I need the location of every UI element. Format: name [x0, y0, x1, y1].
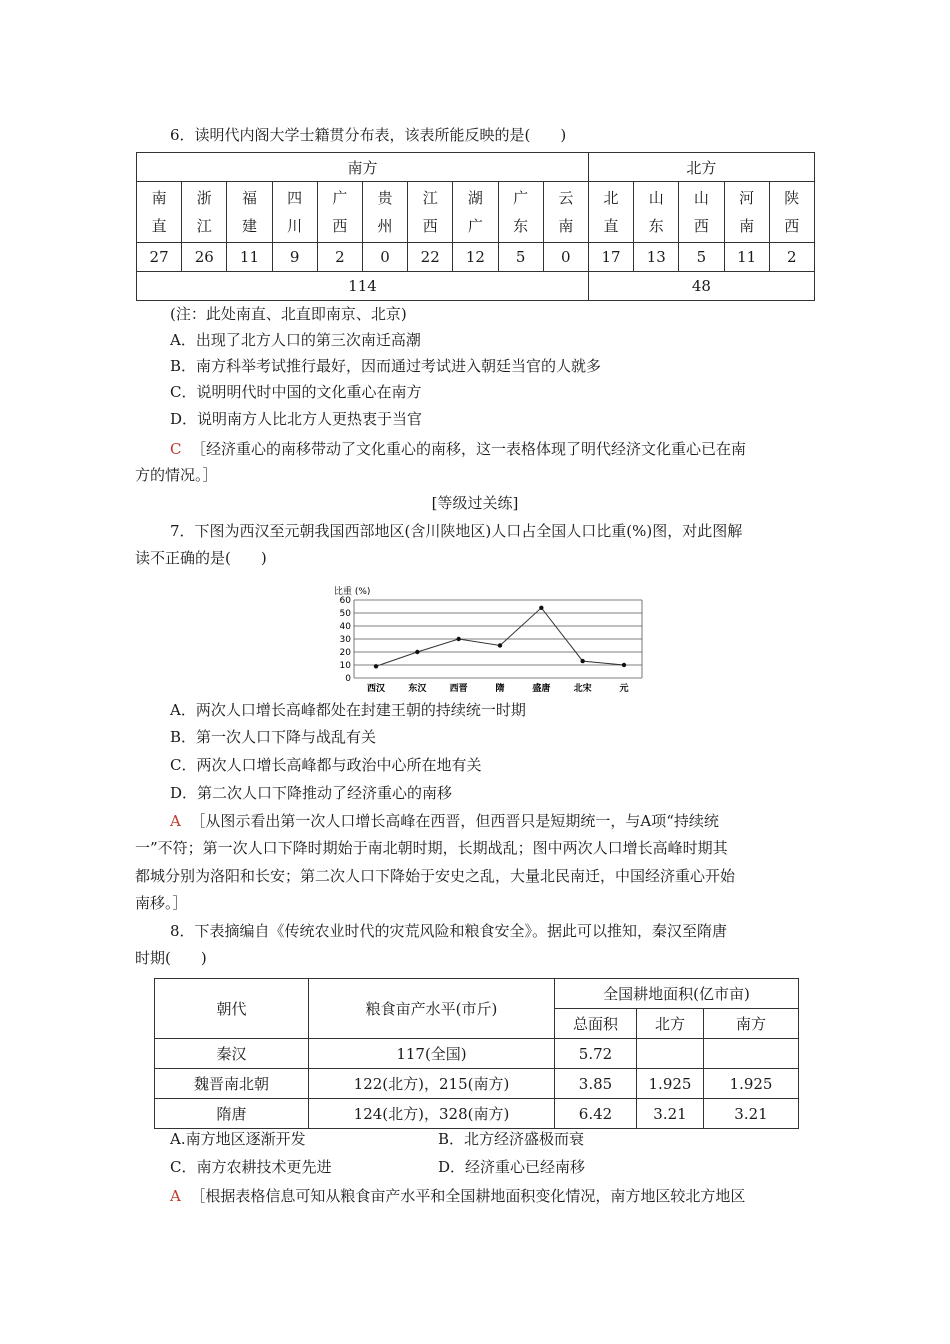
q6-province-char-1: 广 — [513, 189, 529, 207]
q6-value-cell: 2 — [317, 243, 362, 272]
y-tick-label: 40 — [339, 622, 351, 632]
data-point — [539, 606, 543, 610]
q8-header-area: 全国耕地面积(亿市亩) — [555, 979, 799, 1009]
q8-cell-south — [704, 1039, 799, 1069]
q6-north-total: 48 — [588, 272, 814, 301]
q8-cell-total: 6.42 — [555, 1099, 637, 1129]
q6-province-cell — [408, 182, 453, 243]
q6-province-char-1: 贵 — [377, 189, 393, 207]
q6-province-char-2: 东 — [648, 217, 664, 235]
q6-option-d: D．说明南方人比北方人更热衷于当官 — [170, 410, 423, 428]
q6-province-cell — [453, 182, 498, 243]
q7-question-2: 读不正确的是( ) — [135, 549, 267, 567]
q6-province-cell — [679, 182, 724, 243]
q6-province-char-2: 州 — [377, 217, 393, 235]
q8-option-d: D．经济重心已经南移 — [438, 1158, 586, 1176]
y-tick-label: 0 — [345, 674, 351, 684]
population-line-chart — [330, 580, 670, 695]
q6-province-char-2: 东 — [513, 217, 529, 235]
y-tick-label: 60 — [339, 596, 351, 606]
q8-cell-dynasty: 魏晋南北朝 — [155, 1069, 309, 1099]
q8-option-a: A.南方地区逐渐开发 — [170, 1130, 306, 1148]
q6-value-cell: 0 — [543, 243, 588, 272]
x-tick-label: 北宋 — [573, 684, 592, 694]
q8-cell-north: 1.925 — [637, 1069, 704, 1099]
q6-value-cell: 0 — [362, 243, 407, 272]
q8-header-north: 北方 — [637, 1009, 704, 1039]
q6-south-total: 114 — [137, 272, 589, 301]
q6-province-cell — [543, 182, 588, 243]
q6-province-cell — [182, 182, 227, 243]
q6-province-char-2: 建 — [241, 217, 257, 235]
q7-option-d: D．第二次人口下降推动了经济重心的南移 — [170, 784, 453, 802]
data-point — [498, 643, 502, 647]
q8-cell-south: 3.21 — [704, 1099, 799, 1129]
q6-province-row — [137, 182, 815, 243]
q8-header-south: 南方 — [704, 1009, 799, 1039]
q7-option-c: C．两次人口增长高峰都与政治中心所在地有关 — [170, 756, 482, 774]
q6-value-cell: 9 — [272, 243, 317, 272]
x-tick-label: 西汉 — [366, 684, 386, 694]
y-tick-label: 30 — [339, 635, 351, 645]
q6-province-char-1: 山 — [648, 189, 664, 207]
q6-option-a: A．出现了北方人口的第三次南迁高潮 — [170, 331, 421, 349]
q8-answer-text-1: ［根据表格信息可知从粮食亩产水平和全国耕地面积变化情况，南方地区较北方地区 — [190, 1187, 746, 1205]
q6-province-char-1: 广 — [332, 189, 348, 207]
q8-cell-south: 1.925 — [704, 1069, 799, 1099]
q6-south-header: 南方 — [137, 153, 589, 182]
q6-north-header: 北方 — [588, 153, 814, 182]
q6-province-char-2: 西 — [693, 217, 709, 235]
q6-answer-letter: C — [170, 440, 182, 458]
q6-province-cell — [272, 182, 317, 243]
q6-province-char-1: 四 — [287, 189, 303, 207]
q6-value-cell: 26 — [182, 243, 227, 272]
x-tick-label: 西晋 — [449, 684, 468, 694]
q8-cell-yield: 124(北方)，328(南方) — [309, 1099, 555, 1129]
q6-province-char-2: 西 — [422, 217, 438, 235]
q8-answer-letter: A — [170, 1187, 181, 1205]
q6-province-char-1: 浙 — [196, 189, 212, 207]
q6-value-cell: 17 — [588, 243, 633, 272]
q6-answer-text-1: ［经济重心的南移带动了文化重心的南移，这一表格体现了明代经济文化重心已在南 — [191, 440, 747, 458]
y-tick-label: 20 — [339, 648, 351, 658]
x-tick-label: 隋 — [495, 684, 505, 694]
x-tick-label: 盛唐 — [532, 684, 551, 694]
q6-value-cell: 2 — [769, 243, 814, 272]
q6-province-cell — [498, 182, 543, 243]
q8-cell-yield: 122(北方)，215(南方) — [309, 1069, 555, 1099]
q6-province-char-2: 江 — [196, 217, 212, 235]
q6-value-cell: 13 — [634, 243, 679, 272]
q6-province-cell — [634, 182, 679, 243]
q8-table — [154, 978, 799, 1129]
data-point — [580, 659, 584, 663]
q6-note: (注：此处南直、北直即南京、北京) — [170, 305, 407, 323]
q7-answer — [170, 811, 719, 831]
q8-option-b: B．北方经济盛极而衰 — [438, 1130, 585, 1148]
q8-cell-yield: 117(全国) — [309, 1039, 555, 1069]
q6-province-char-1: 福 — [241, 189, 257, 207]
q7-answer-text-3: 都城分别为洛阳和长安；第二次人口下降始于安史之乱，大量北民南迁，中国经济重心开始 — [135, 867, 736, 885]
q6-value-cell: 12 — [453, 243, 498, 272]
q6-province-char-1: 山 — [693, 189, 709, 207]
q6-value-cell: 11 — [724, 243, 769, 272]
q6-value-cell: 11 — [227, 243, 272, 272]
q6-province-char-1: 陕 — [784, 189, 800, 207]
q6-value-cell: 5 — [679, 243, 724, 272]
q6-value-row — [137, 243, 815, 272]
q7-option-b: B．第一次人口下降与战乱有关 — [170, 728, 377, 746]
data-point — [456, 637, 460, 641]
q6-province-cell — [317, 182, 362, 243]
q8-option-c: C．南方农耕技术更先进 — [170, 1158, 332, 1176]
q8-question-1: 8．下表摘编自《传统农业时代的灾荒风险和粮食安全》。据此可以推知，秦汉至隋唐 — [170, 922, 728, 940]
q7-answer-text-2: 一”不符；第一次人口下降时期始于南北朝时期，长期战乱；图中两次人口增长高峰时期其 — [135, 839, 728, 857]
table-row — [155, 1039, 799, 1069]
q7-question-1: 7．下图为西汉至元朝我国西部地区(含川陕地区)人口占全国人口比重(%)图，对此图解 — [170, 522, 743, 540]
q8-cell-dynasty: 隋唐 — [155, 1099, 309, 1129]
q8-cell-total: 5.72 — [555, 1039, 637, 1069]
data-point — [622, 663, 626, 667]
q8-cell-north: 3.21 — [637, 1099, 704, 1129]
q6-answer-text-2: 方的情况。］ — [135, 466, 218, 484]
q6-province-char-2: 南 — [558, 217, 574, 235]
q6-value-cell: 5 — [498, 243, 543, 272]
q7-answer-text-4: 南移。］ — [135, 894, 188, 912]
q8-answer — [170, 1186, 745, 1206]
q7-answer-text-1: ［从图示看出第一次人口增长高峰在西晋，但西晋只是短期统一，与A项“持续统 — [190, 812, 719, 830]
x-tick-label: 东汉 — [408, 684, 427, 694]
q6-province-char-2: 直 — [603, 217, 619, 235]
q6-province-cell — [362, 182, 407, 243]
q6-province-char-2: 直 — [151, 217, 167, 235]
q8-header-yield: 粮食亩产水平(市斤) — [309, 979, 555, 1039]
q6-table — [136, 152, 815, 301]
q8-header-total: 总面积 — [555, 1009, 637, 1039]
q6-province-char-1: 江 — [422, 189, 438, 207]
q8-cell-total: 3.85 — [555, 1069, 637, 1099]
q6-province-char-1: 湖 — [467, 189, 483, 207]
q6-province-char-2: 川 — [287, 217, 303, 235]
q6-province-cell — [724, 182, 769, 243]
q6-province-cell — [769, 182, 814, 243]
q6-option-c: C．说明明代时中国的文化重心在南方 — [170, 383, 422, 401]
q6-value-cell: 27 — [137, 243, 182, 272]
q8-question-2: 时期( ) — [135, 949, 207, 967]
x-tick-label: 元 — [619, 684, 629, 694]
q6-question: 6．读明代内阁大学士籍贯分布表，该表所能反映的是( ) — [170, 126, 567, 144]
chart-ylabel: 比重 (%) — [334, 587, 371, 597]
q7-option-a: A．两次人口增长高峰都处在封建王朝的持续统一时期 — [170, 701, 526, 719]
section-title: [等级过关练] — [431, 494, 519, 512]
q6-answer — [170, 439, 746, 459]
q6-province-char-1: 河 — [739, 189, 755, 207]
y-tick-label: 10 — [339, 661, 351, 671]
q6-province-cell — [137, 182, 182, 243]
q6-option-b: B．南方科举考试推行最好，因而通过考试进入朝廷当官的人就多 — [170, 357, 602, 375]
q6-province-char-1: 云 — [558, 189, 574, 207]
q7-answer-letter: A — [170, 812, 181, 830]
q6-province-char-2: 南 — [739, 217, 755, 235]
table-row — [155, 1069, 799, 1099]
q6-province-char-1: 北 — [603, 189, 619, 207]
q6-province-cell — [227, 182, 272, 243]
q6-province-char-1: 南 — [151, 189, 167, 207]
q6-province-char-2: 西 — [332, 217, 348, 235]
data-point — [415, 650, 419, 654]
q8-header-dynasty: 朝代 — [155, 979, 309, 1039]
q6-value-cell: 22 — [408, 243, 453, 272]
q6-province-char-2: 广 — [467, 217, 483, 235]
y-tick-label: 50 — [339, 609, 351, 619]
series-line — [376, 608, 624, 667]
q6-province-char-2: 西 — [784, 217, 800, 235]
data-point — [374, 664, 378, 668]
q8-cell-north — [637, 1039, 704, 1069]
q8-cell-dynasty: 秦汉 — [155, 1039, 309, 1069]
q6-province-cell — [588, 182, 633, 243]
table-row — [155, 1099, 799, 1129]
